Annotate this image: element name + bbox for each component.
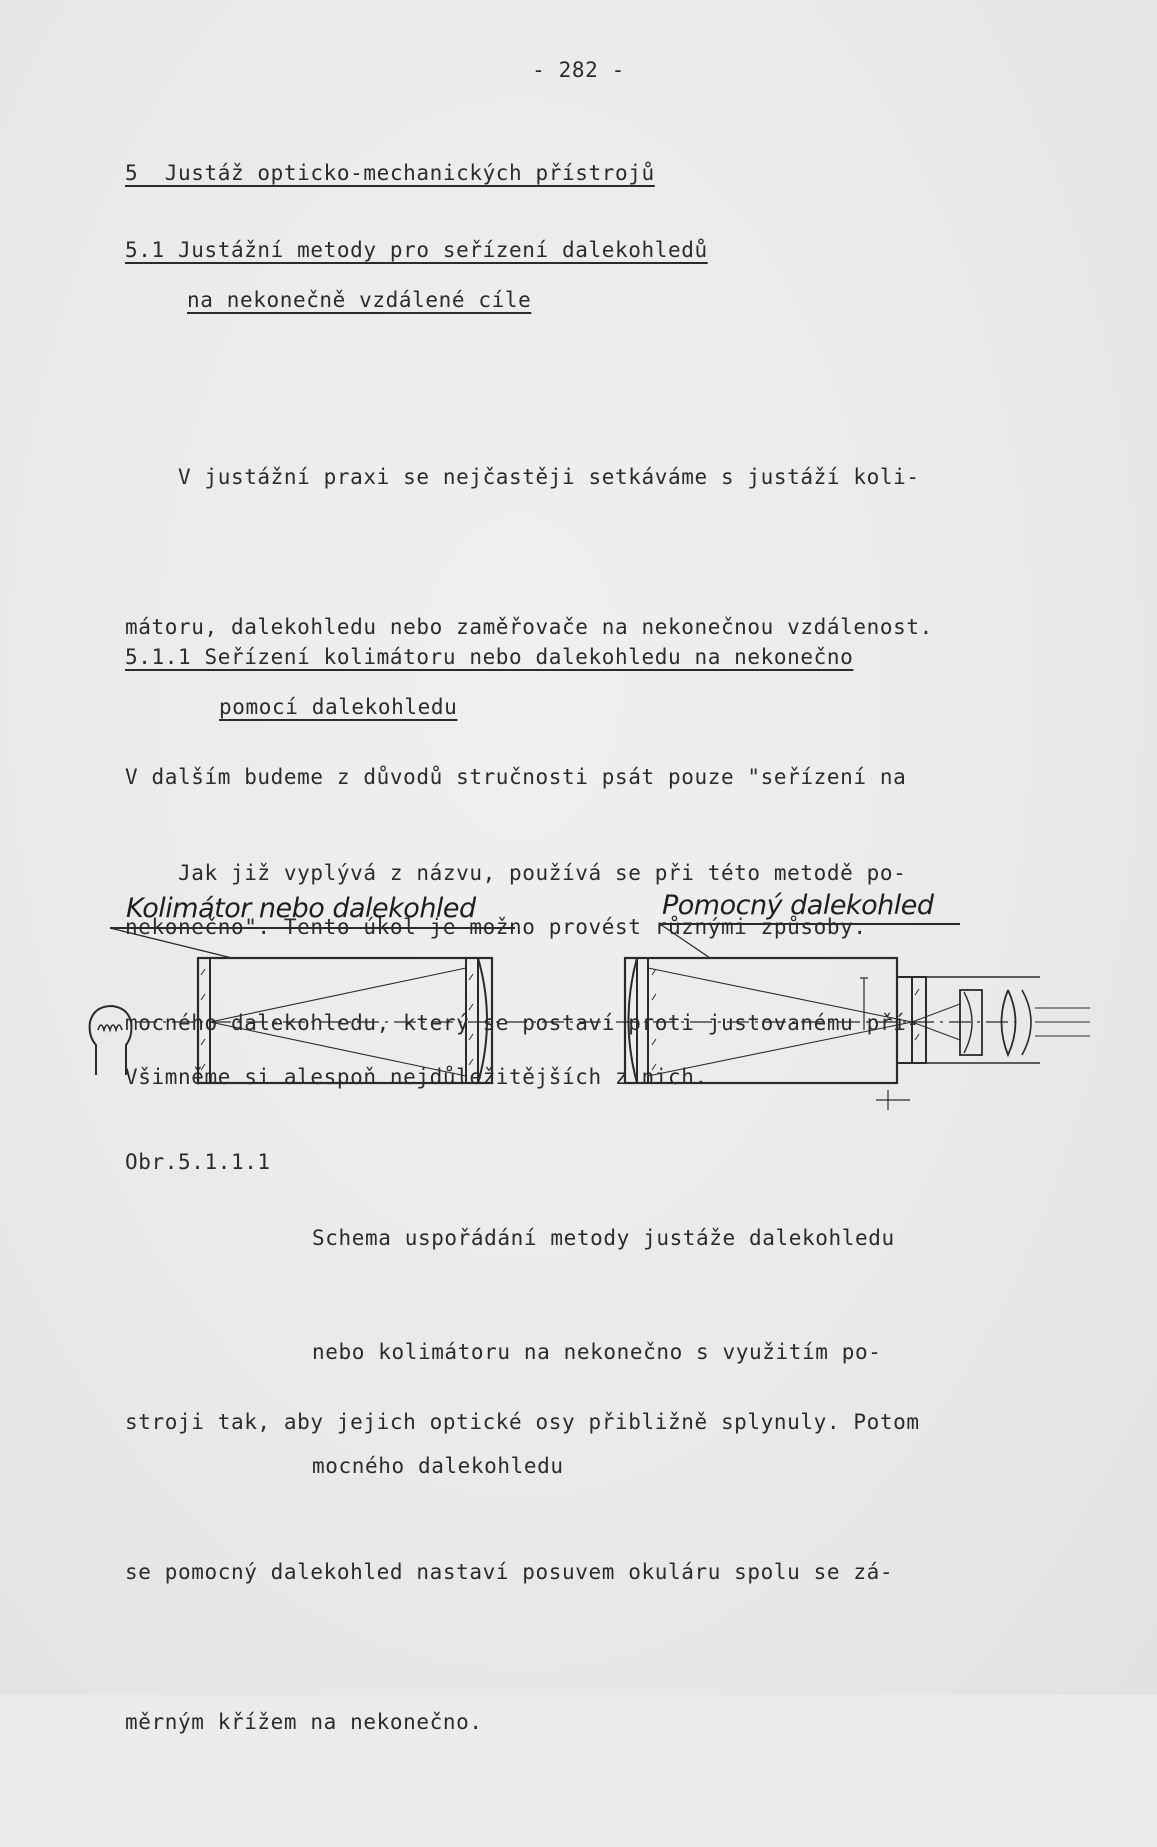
paragraph-2-line: mocného dalekohledu, který se postaví proti justovanému pří-	[125, 1011, 920, 1035]
paragraph-3-line: stroji tak, aby jejich optické osy přibližně splynuly. Potom	[125, 1410, 920, 1434]
paragraph-2-line: Jak již vyplývá z názvu, používá se při této metodě po-	[125, 861, 907, 885]
leader-line-right	[660, 924, 710, 958]
section-heading-line-1: 5.1 Justážní metody pro seřízení dalekohledů	[125, 238, 708, 262]
figure-caption-line: mocného dalekohledu	[312, 1454, 564, 1478]
figure-caption-line: Schema uspořádání metody justáže dalekohledu	[312, 1226, 895, 1250]
leader-line-left	[110, 928, 232, 958]
page-number: - 282 -	[532, 58, 625, 82]
paragraph-3	[125, 1297, 920, 1847]
figure-label-auxiliary-telescope: Pomocný dalekohled	[662, 890, 934, 921]
optical-schematic-figure	[0, 880, 1157, 1120]
figure-caption-label: Obr.5.1.1.1	[125, 1150, 271, 1174]
section-heading-line-2: na nekonečně vzdálené cíle	[187, 288, 532, 312]
paragraph-1-line: Všimněme si alespoň nejdůležitějších z nich.	[125, 1065, 708, 1089]
subsection-heading-line-2: pomocí dalekohledu	[219, 695, 458, 719]
paragraph-1-line: V dalším budeme z důvodů stručnosti psát pouze "seřízení na	[125, 765, 907, 789]
paragraph-1-line: V justážní praxi se nejčastěji setkáváme s justáží koli-	[125, 465, 920, 489]
auxiliary-telescope	[625, 958, 1090, 1110]
paragraph-3-line: se pomocný dalekohled nastaví posuvem okuláru spolu se zá-	[125, 1560, 894, 1584]
figure-label-collimator: Kolimátor nebo dalekohled	[126, 893, 476, 924]
paragraph-3-line: měrným křížem na nekonečno.	[125, 1710, 483, 1734]
paragraph-1-line: nekonečno". Tento úkol je možno provést různými způsoby.	[125, 915, 867, 939]
figure-caption-line: nebo kolimátoru na nekonečno s využitím po-	[312, 1340, 882, 1364]
chapter-heading: 5 Justáž opticko-mechanických přístrojů	[125, 161, 655, 185]
collimator-tube	[198, 958, 492, 1083]
paragraph-1-line: mátoru, dalekohledu nebo zaměřovače na nekonečnou vzdálenost.	[125, 615, 933, 639]
light-source-icon	[90, 1006, 132, 1075]
subsection-heading-line-1: 5.1.1 Seřízení kolimátoru nebo dalekohledu na nekonečno	[125, 645, 854, 669]
